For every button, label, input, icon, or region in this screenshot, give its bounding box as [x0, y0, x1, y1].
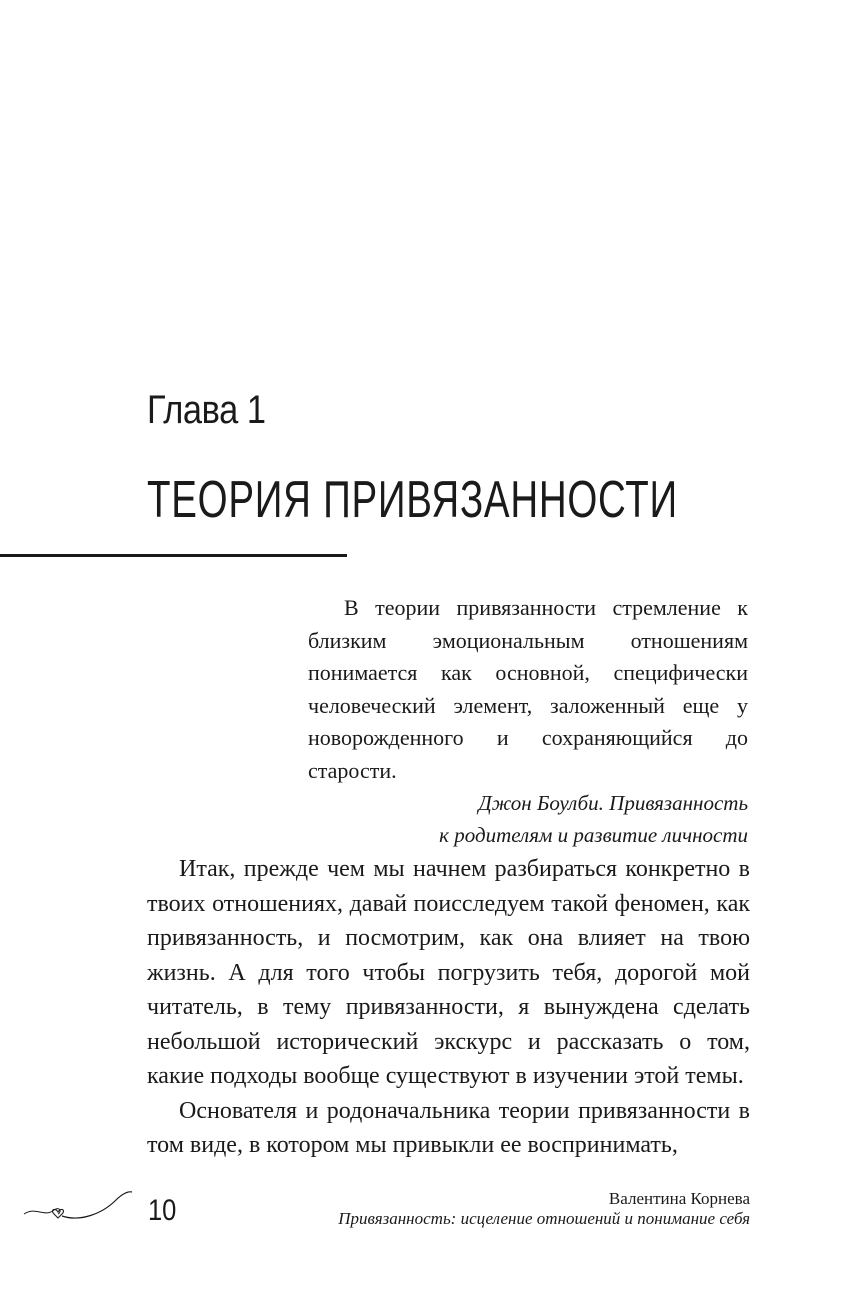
page-number: 10 [148, 1194, 177, 1227]
running-footer [338, 1189, 750, 1229]
title-divider [0, 554, 347, 557]
chapter-title: ТЕОРИЯ ПРИВЯЗАННОСТИ [147, 471, 678, 529]
body-paragraph: Основателя и родоначальника теории привязанности в том виде, в котором мы привыкли ее воспринимать, [147, 1097, 750, 1158]
epigraph-text: В теории привязанности стремление к близким эмоциональным отношениям понимается как основной, специфически человеческий элемент, заложенный еще у новорожденного и сохраняющийся до старости. [308, 595, 748, 783]
footer-book-title: Привязанность: исцеление отношений и понимание себя [338, 1209, 750, 1228]
body-text [147, 852, 750, 1163]
epigraph-attribution-line2: к родителям и развитие личности [439, 823, 748, 847]
chapter-label: Глава 1 [147, 388, 266, 432]
body-paragraph: Итак, прежде чем мы начнем разбираться конкретно в твоих отношениях, давай поисследуем такой феномен, как привязанность, и посмотрим, как она влияет на твою жизнь. А для того чтобы погрузить тебя, дорогой мой читатель, в тему привязанности, я вынуждена сделать небольшой исторический экскурс и рассказать о том, какие подходы вообще существуют в изучении этой темы. [147, 856, 750, 1089]
footer-author: Валентина Корнева [608, 1189, 750, 1208]
epigraph-attribution-line1: Джон Боулби. Привязанность [478, 791, 748, 815]
heart-swirl-icon [22, 1188, 134, 1226]
epigraph [308, 592, 748, 851]
